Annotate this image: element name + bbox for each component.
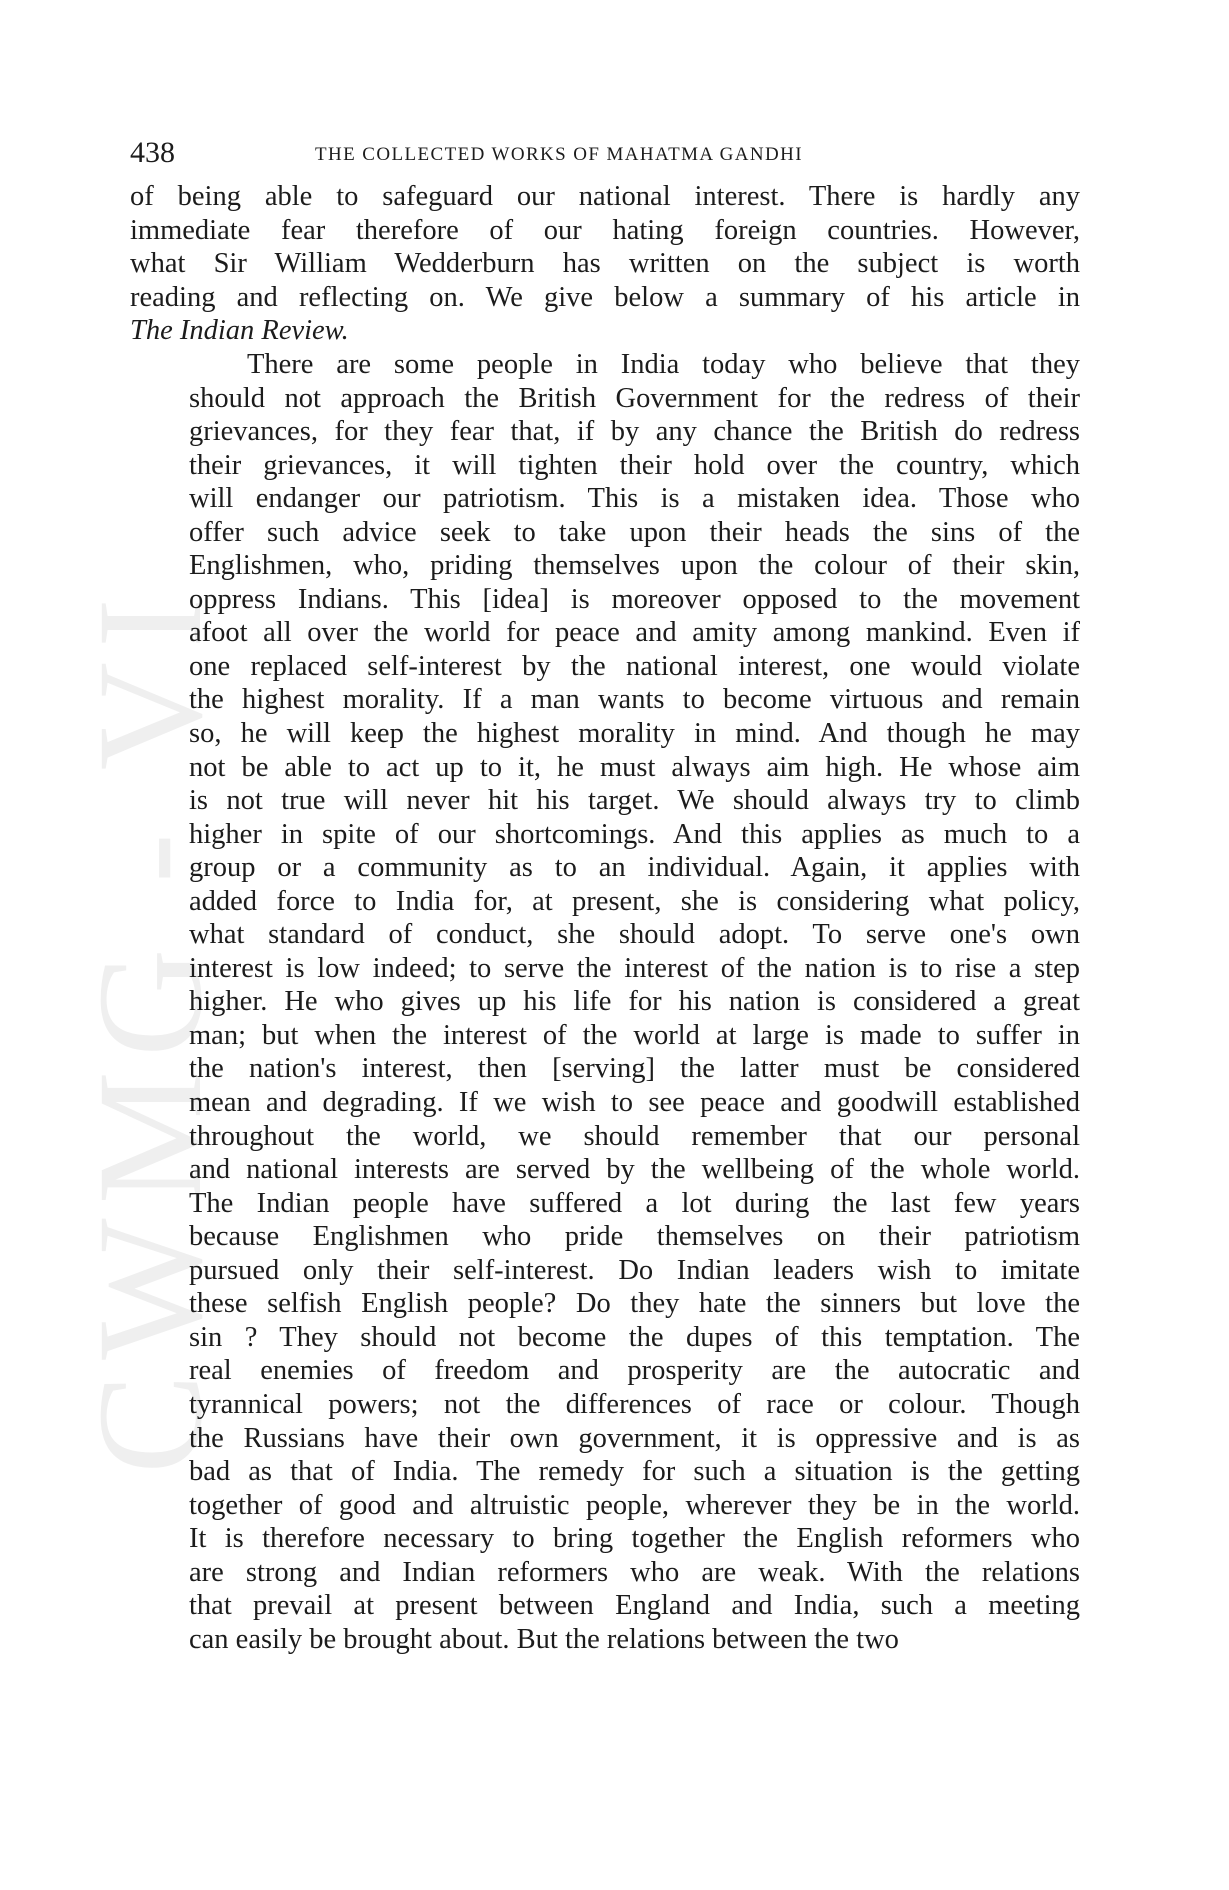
summary-line: the nation's interest, then [serving] the latter must be considered: [189, 1053, 1080, 1085]
summary-line: The Indian people have suffered a lot during the last few years: [189, 1187, 1080, 1219]
summary-line: these selfish English people? Do they hate the sinners but love the: [189, 1288, 1080, 1320]
summary-line: together of good and altruistic people, wherever they be in the world.: [189, 1489, 1080, 1521]
summary-line: interest is low indeed; to serve the interest of the nation is to rise a step: [189, 952, 1080, 984]
summary-line: and national interests are served by the wellbeing of the whole world.: [189, 1154, 1080, 1186]
summary-line: higher in spite of our shortcomings. And this applies as much to a: [189, 818, 1080, 850]
summary-line: will endanger our patriotism. This is a mistaken idea. Those who: [189, 483, 1080, 515]
summary-line: the highest morality. If a man wants to become virtuous and remain: [189, 684, 1080, 716]
intro-line: what Sir William Wedderburn has written on the subject is worth: [130, 248, 1080, 279]
summary-line: sin ? They should not become the dupes of this temptation. The: [189, 1321, 1080, 1353]
summary-line: oppress Indians. This [idea] is moreover opposed to the movement: [189, 583, 1080, 615]
summary-line: are strong and Indian reformers who are weak. With the relations: [189, 1556, 1080, 1588]
summary-line: throughout the world, we should remember that our personal: [189, 1120, 1080, 1152]
summary-line: because Englishmen who pride themselves on their patriotism: [189, 1221, 1080, 1253]
summary-paragraph: [189, 348, 1080, 1656]
summary-line: is not true will never hit his target. We should always try to climb: [189, 785, 1080, 817]
summary-line: It is therefore necessary to bring together the English reformers who: [189, 1523, 1080, 1555]
summary-line: can easily be brought about. But the relations between the two: [189, 1623, 899, 1655]
summary-line: offer such advice seek to take upon their heads the sins of the: [189, 516, 1080, 548]
summary-line: the Russians have their own government, it is oppressive and is as: [189, 1422, 1080, 1454]
summary-line: bad as that of India. The remedy for such a situation is the getting: [189, 1456, 1080, 1488]
summary-line: man; but when the interest of the world at large is made to suffer in: [189, 1019, 1080, 1051]
summary-line: not be able to act up to it, he must always aim high. He whose aim: [189, 751, 1080, 783]
watermark: CWMG - VI: [67, 584, 233, 1474]
running-title: THE COLLECTED WORKS OF MAHATMA GANDHI: [315, 144, 803, 165]
summary-line: should not approach the British Government for the redress of their: [189, 382, 1080, 414]
summary-line: Englishmen, who, priding themselves upon the colour of their skin,: [189, 550, 1080, 582]
summary-line: There are some people in India today who believe that they: [247, 349, 1080, 380]
summary-line: one replaced self-interest by the national interest, one would violate: [189, 650, 1080, 682]
summary-line: that prevail at present between England and India, such a meeting: [189, 1590, 1080, 1622]
summary-line: higher. He who gives up his life for his nation is considered a great: [189, 986, 1080, 1018]
summary-line: what standard of conduct, she should adopt. To serve one's own: [189, 919, 1080, 951]
intro-line: immediate fear therefore of our hating foreign countries. However,: [130, 214, 1080, 246]
summary-line: mean and degrading. If we wish to see peace and goodwill established: [189, 1087, 1080, 1119]
summary-line: grievances, for they fear that, if by any chance the British do redress: [189, 416, 1080, 448]
publication-title: The Indian Review.: [130, 315, 349, 346]
summary-line: added force to India for, at present, she is considering what policy,: [189, 885, 1080, 917]
summary-line: pursued only their self-interest. Do Indian leaders wish to imitate: [189, 1254, 1080, 1286]
page-number: 438: [130, 136, 175, 169]
intro-line: of being able to safeguard our national interest. There is hardly any: [130, 181, 1080, 212]
intro-line: reading and reflecting on. We give below a summary of his article in: [130, 281, 1080, 313]
intro-paragraph: [130, 180, 1080, 348]
summary-line: their grievances, it will tighten their hold over the country, which: [189, 449, 1080, 481]
summary-line: group or a community as to an individual. Again, it applies with: [189, 852, 1080, 884]
page-header: [130, 136, 1080, 170]
summary-line: tyrannical powers; not the differences of race or colour. Though: [189, 1388, 1080, 1420]
summary-line: real enemies of freedom and prosperity are the autocratic and: [189, 1355, 1080, 1387]
article-summary: [189, 348, 1080, 1656]
summary-line: afoot all over the world for peace and amity among mankind. Even if: [189, 617, 1080, 649]
summary-line: so, he will keep the highest morality in mind. And though he may: [189, 718, 1080, 750]
